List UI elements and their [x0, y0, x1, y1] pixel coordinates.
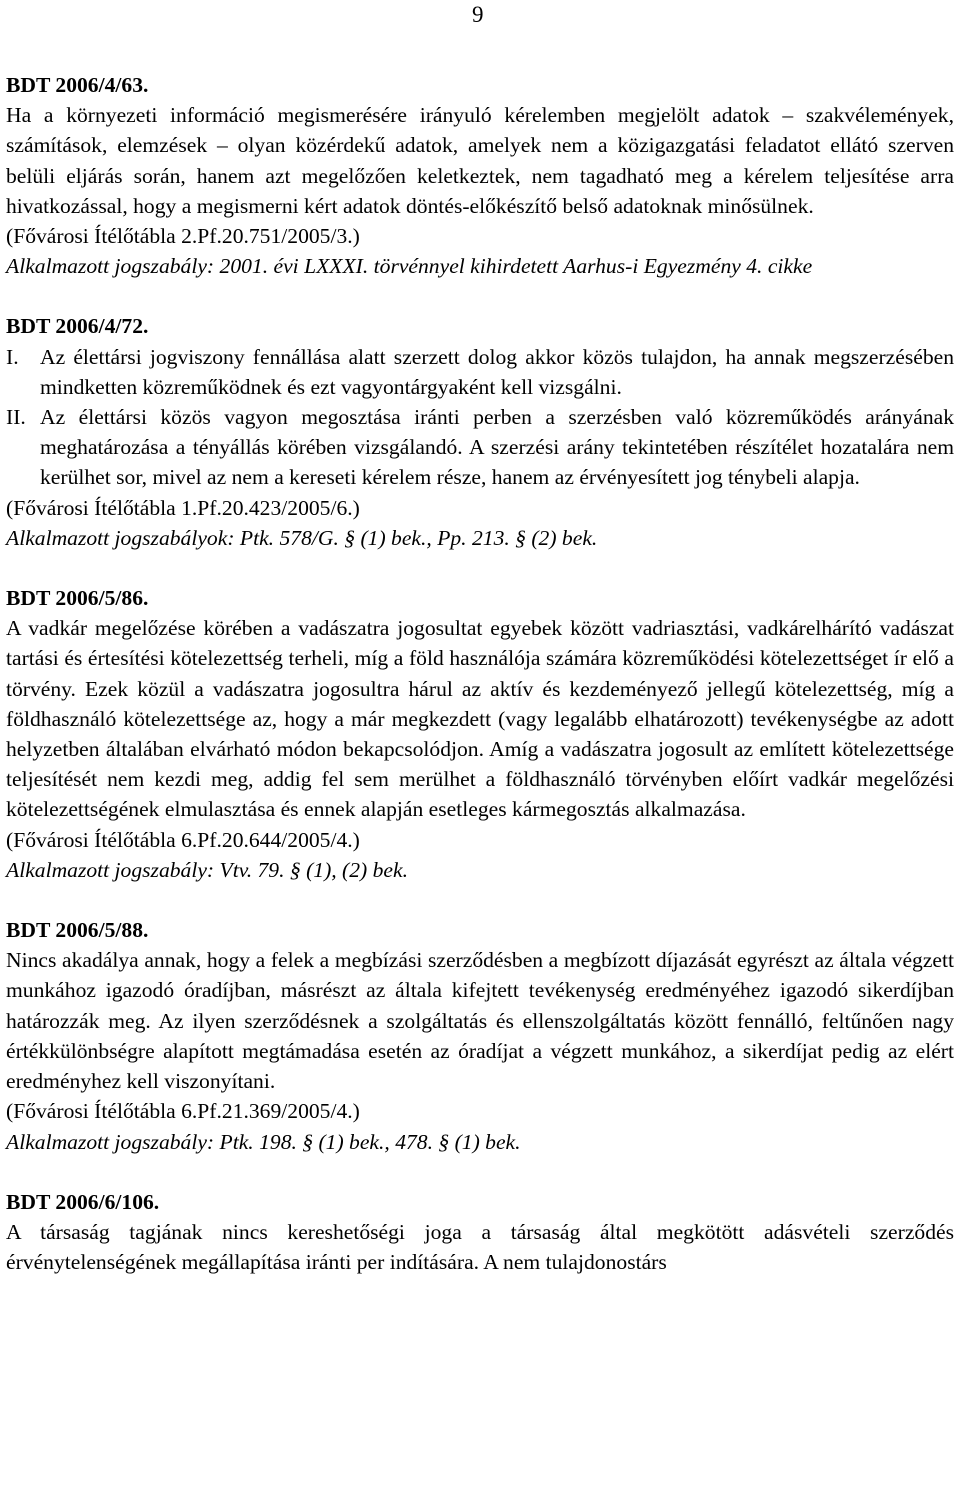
point-1 [6, 342, 954, 402]
point-number: II. [6, 405, 26, 430]
entry-id: BDT 2006/5/86. [6, 586, 149, 611]
applied-law: Alkalmazott jogszabályok: Ptk. 578/G. § (1) bek., Pp. 213. § (2) bek. [6, 525, 598, 550]
entry-bdt-2006-5-86 [6, 583, 954, 885]
entry-bdt-2006-5-88 [6, 915, 954, 1157]
entry-summary: A vadkár megelőzése körében a vadászatra jogosultat egyebek között vadriasztási, vadkárelhárító vadászat tartási és értesítési kötelezettség terheli, míg a föld használója számára közreműködési kötelezettséget ír elő a törvény. Ezek közül a vadászatra jogosultra hárul az aktív és kezdeményező jellegű kötelezettség, míg a földhasználó kötelezettsége az, hogy a már megkezdett (vagy legalább elhatározott) tevékenységbe az adott helyzetben általában elvárható módon bekapcsolódjon. Amíg a vadászatra jogosult az említett kötelezettsége teljesítését nem kezdi meg, addig fel sem merülhet a földhasználó törvényben előírt vadkár megelőzési kötelezettségének elmulasztása és ennek alapján esetleges kármegosztás alkalmazása. [6, 616, 954, 822]
court-reference: (Fővárosi Ítélőtábla 2.Pf.20.751/2005/3.) [6, 224, 360, 249]
point-2 [6, 402, 954, 493]
entry-bdt-2006-6-106 [6, 1187, 954, 1278]
page-number: 9 [472, 2, 484, 27]
entry-id: BDT 2006/4/72. [6, 314, 149, 339]
applied-law: Alkalmazott jogszabály: 2001. évi LXXXI. törvénnyel kihirdetett Aarhus-i Egyezmény 4. cikke [6, 254, 813, 279]
court-reference: (Fővárosi Ítélőtábla 6.Pf.20.644/2005/4.) [6, 827, 360, 852]
point-text: Az élettársi közös vagyon megosztása iránti perben a szerzésben való közreműködés arányának meghatározása a tényállás körében vizsgálandó. A szerzési arány tekintetében részítélet hozatalára nem kerülhet sor, mivel az nem a kereseti kérelem része, hanem az érvényesített jog ténybeli alapja. [40, 405, 954, 490]
entry-bdt-2006-4-72 [6, 311, 954, 553]
court-reference: (Fővárosi Ítélőtábla 1.Pf.20.423/2005/6.) [6, 495, 360, 520]
entry-summary: Ha a környezeti információ megismerésére irányuló kérelemben megjelölt adatok – szakvélemények, számítások, elemzések – olyan közérdekű adatok, amelyek nem a közigazgatási feladatot ellátó szerven belüli eljárás során, hanem azt megelőzően keletkeztek, nem tagadható meg a kérelem teljesítése arra hivatkozással, hogy a megismerni kért adatok döntés-előkészítő belső adatoknak minősülnek. [6, 103, 954, 218]
entry-id: BDT 2006/6/106. [6, 1189, 160, 1214]
numbered-points [6, 342, 954, 493]
point-number: I. [6, 344, 19, 369]
court-reference: (Fővárosi Ítélőtábla 6.Pf.21.369/2005/4.) [6, 1099, 360, 1124]
entry-bdt-2006-4-63 [6, 70, 954, 281]
entry-summary: Nincs akadálya annak, hogy a felek a megbízási szerződésben a megbízott díjazását egyrészt az általa végzett munkához igazodó óradíjban, másrészt az általa kifejtett tevékenység eredményéhez igazodó sikerdíjban határozzák meg. Az ilyen szerződésnek a szolgáltatás és ellenszolgáltatás között fennálló, feltűnően nagy értékkülönbségre alapított megtámadása esetén az óradíjat a végzett munkához, a sikerdíjat pedig az elért eredményhez kell viszonyítani. [6, 948, 954, 1094]
entry-summary: A társaság tagjának nincs kereshetőségi joga a társaság által megkötött adásvételi szerződés érvénytelenségének megállapítása iránti per indítására. A nem tulajdonostárs [6, 1219, 954, 1275]
entry-id: BDT 2006/5/88. [6, 918, 149, 943]
entry-id: BDT 2006/4/63. [6, 73, 149, 97]
document-body [6, 70, 954, 1307]
applied-law: Alkalmazott jogszabály: Ptk. 198. § (1) bek., 478. § (1) bek. [6, 1129, 521, 1154]
point-text: Az élettársi jogviszony fennállása alatt szerzett dolog akkor közös tulajdon, ha annak megszerzésében mindketten közreműködnek és ezt vagyontárgyaként kell vizsgálni. [40, 344, 954, 399]
applied-law: Alkalmazott jogszabály: Vtv. 79. § (1), (2) bek. [6, 857, 408, 882]
